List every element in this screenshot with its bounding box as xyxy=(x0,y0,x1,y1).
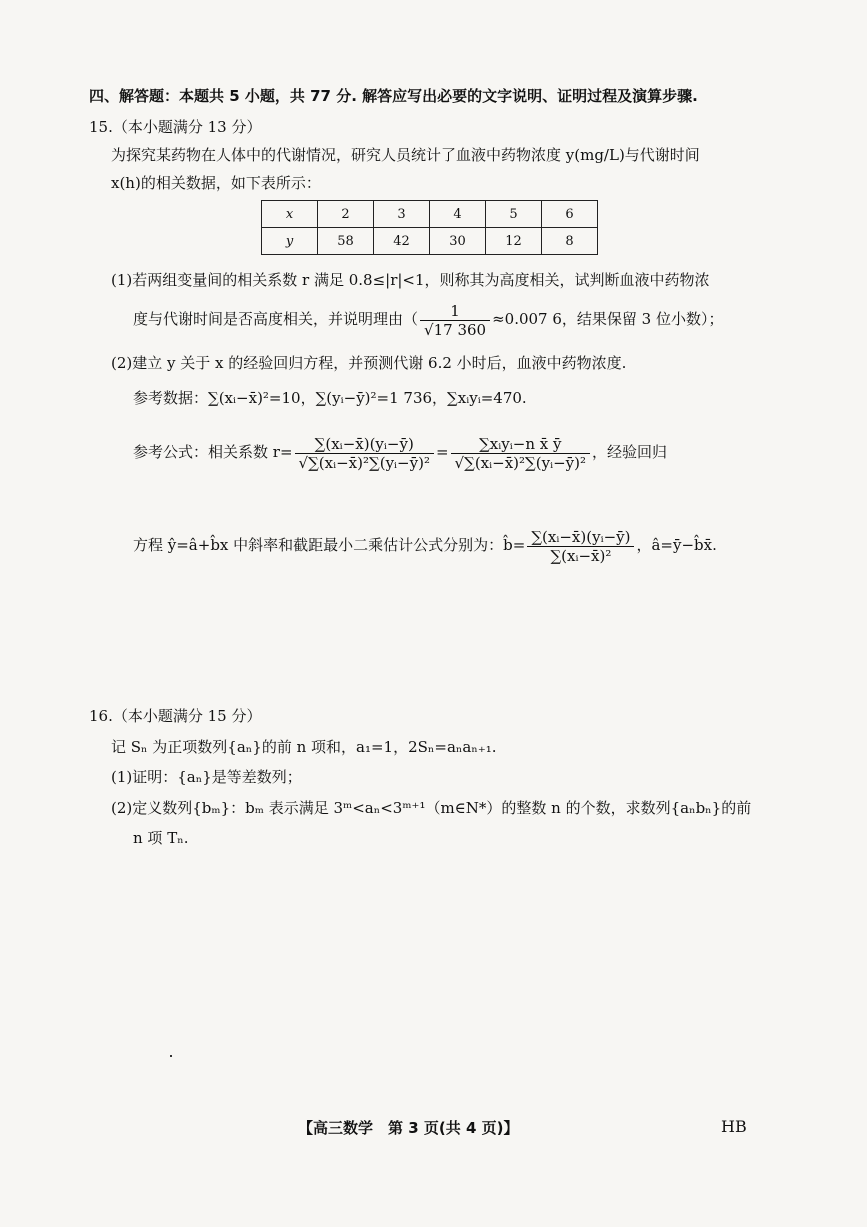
table-row-label: y xyxy=(262,228,318,255)
q16-part2-line2: n 项 Tₙ. xyxy=(133,829,189,847)
table-row-x xyxy=(262,201,598,228)
q15-ref-data: 参考数据：∑(xᵢ−x̄)²=10，∑(yᵢ−ȳ)²=1 736，∑xᵢyᵢ=470. xyxy=(133,389,527,407)
table-cell: 3 xyxy=(374,201,430,228)
q16-part1: (1)证明：{aₙ}是等差数列； xyxy=(111,768,302,786)
q15-title: 15.（本小题满分 13 分） xyxy=(89,118,262,136)
regression-label: 方程 ŷ=â+b̂x 中斜率和截距最小二乘估计公式分别为：b̂= xyxy=(133,536,526,554)
q15-intro-line2: x(h)的相关数据，如下表所示： xyxy=(111,174,321,192)
table-row-label: x xyxy=(262,201,318,228)
q15-part1-line2-post: ≈0.007 6，结果保留 3 位小数）； xyxy=(492,310,724,328)
stray-dot xyxy=(170,1055,172,1057)
data-table xyxy=(261,200,598,255)
page-footer: 【高三数学 第 3 页(共 4 页)】 xyxy=(298,1119,519,1137)
fraction-denominator: √∑(xᵢ−x̄)²∑(yᵢ−ȳ)² xyxy=(298,453,430,472)
q16-title: 16.（本小题满分 15 分） xyxy=(89,707,262,725)
table-cell: 6 xyxy=(542,201,598,228)
fraction-denominator: ∑(xᵢ−x̄)² xyxy=(550,546,612,565)
table-cell: 4 xyxy=(430,201,486,228)
table-row-y xyxy=(262,228,598,255)
fraction-denominator: √17 360 xyxy=(424,320,487,339)
correlation-fraction-1 xyxy=(295,435,434,472)
table-cell: 12 xyxy=(486,228,542,255)
table-cell: 2 xyxy=(318,201,374,228)
fraction xyxy=(420,302,490,339)
q15-regression xyxy=(133,525,717,565)
q15-part1-line2: 度与代谢时间是否高度相关，并说明理由（ $\frac{1}{√17 360}$ ≈0.007 6，结果保留 3 位小数）； xyxy=(133,301,724,339)
table-cell: 5 xyxy=(486,201,542,228)
section-heading: 四、解答题：本题共 5 小题，共 77 分. 解答应写出必要的文字说明、证明过程及演算步骤. xyxy=(89,87,698,105)
fraction-denominator: √∑(xᵢ−x̄)²∑(yᵢ−ȳ)² xyxy=(454,453,586,472)
correlation-fraction-2 xyxy=(451,435,590,472)
ref-formula-label: 参考公式：相关系数 r= xyxy=(133,443,293,461)
fraction-numerator: ∑xᵢyᵢ−n x̄ ȳ xyxy=(451,435,590,454)
table-cell: 58 xyxy=(318,228,374,255)
regression-post: ，â=ȳ−b̂x̄. xyxy=(636,536,717,554)
table-cell: 42 xyxy=(374,228,430,255)
table-cell: 30 xyxy=(430,228,486,255)
fraction-numerator: 1 xyxy=(420,302,490,321)
q15-part2: (2)建立 y 关于 x 的经验回归方程，并预测代谢 6.2 小时后，血液中药物浓度. xyxy=(111,354,627,372)
q15-part1-line1: (1)若两组变量间的相关系数 r 满足 0.8≤|r|<1，则称其为高度相关，试判断血液中药物浓 xyxy=(111,271,710,289)
footer-code: HB xyxy=(721,1117,747,1136)
q15-part1-line2-text: 度与代谢时间是否高度相关，并说明理由 xyxy=(133,310,404,328)
table-cell: 8 xyxy=(542,228,598,255)
ref-formula-post: ，经验回归 xyxy=(592,443,668,461)
slope-fraction xyxy=(527,528,634,565)
fraction-numerator: ∑(xᵢ−x̄)(yᵢ−ȳ) xyxy=(295,435,434,454)
q16-part2-line1: (2)定义数列{bₘ}：bₘ 表示满足 3ᵐ<aₙ<3ᵐ⁺¹（m∈N*）的整数 n 的个数，求数列{aₙbₙ}的前 xyxy=(111,799,752,817)
q16-line1: 记 Sₙ 为正项数列{aₙ}的前 n 项和，a₁=1，2Sₙ=aₙaₙ₊₁. xyxy=(111,738,497,756)
fraction-numerator: ∑(xᵢ−x̄)(yᵢ−ȳ) xyxy=(527,528,634,547)
q15-intro-line1: 为探究某药物在人体中的代谢情况，研究人员统计了血液中药物浓度 y(mg/L)与代谢时间 xyxy=(111,146,700,164)
q15-ref-formula: 参考公式：相关系数 r= $\frac{\text{∑(xᵢ−x̄)(yᵢ−ȳ)}}{\text{√∑(xᵢ−x̄)²∑(yᵢ−ȳ)²}}$ = $\frac{\text{∑xᵢyᵢ−n x̄ ȳ}}{\text{√∑(xᵢ−x̄)²∑(yᵢ−ȳ)²}}$ ，经验回归 xyxy=(133,434,668,472)
